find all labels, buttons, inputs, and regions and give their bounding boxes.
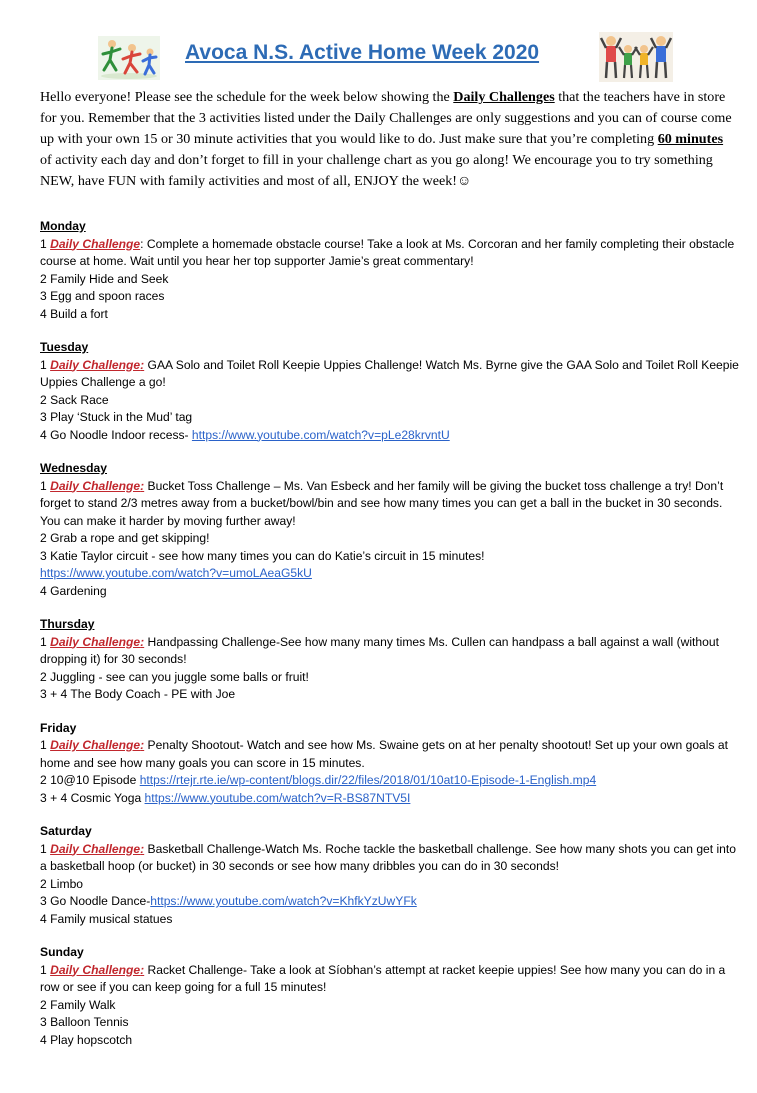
day-heading-tuesday: Tuesday: [40, 340, 89, 354]
challenge-text: GAA Solo and Toilet Roll Keepie Uppies Challenge! Watch Ms. Byrne give the GAA Solo and Toilet Roll Keepie Uppies Challenge a go!: [40, 357, 739, 389]
day-heading-wednesday: Wednesday: [40, 461, 107, 475]
intro-text: of activity each day and don’t forget to fill in your challenge chart as you go along! We encourage you to try something NEW, have FUN with family activities and most of all, ENJOY the week!☺: [40, 152, 713, 189]
katie-taylor-link[interactable]: https://www.youtube.com/watch?v=umoLAeaG5kU: [40, 566, 312, 580]
list-item: 2 Family Walk: [40, 997, 116, 1012]
intro-text: Hello everyone! Please see the schedule for the week below showing the: [40, 89, 454, 105]
list-item: 4 Build a fort: [40, 306, 108, 321]
intro-paragraph: [40, 87, 732, 192]
daily-challenge-label: Daily Challenge:: [50, 962, 145, 977]
cosmic-yoga-link[interactable]: https://www.youtube.com/watch?v=R-BS87NTV5I: [144, 790, 411, 805]
list-item: 2 Limbo: [40, 876, 84, 891]
list-item: [40, 427, 740, 445]
running-kids-clipart: [98, 36, 160, 80]
daily-challenge-label: Daily Challenge:: [50, 738, 145, 752]
day-section-saturday: [40, 823, 740, 928]
list-item: 3 Play ‘Stuck in the Mud’ tag: [40, 410, 193, 424]
challenge-text: Bucket Toss Challenge – Ms. Van Esbeck and her family will be giving the bucket toss challenge a try! Don’t forget to stand 2/3 metres away from a bucket/bowl/bin and see how many times you can get a ball in the bucket in 30 seconds. You can make it harder by moving further away!: [40, 478, 724, 528]
document-header: [84, 36, 684, 86]
challenge-text: Racket Challenge- Take a look at Síobhan’s attempt at racket keepie uppies! See how many you can do in a row or see if you can keep going for a full 15 minutes!: [40, 962, 726, 994]
daily-challenge-label: Daily Challenge:: [50, 357, 145, 372]
challenge-item: 1 Daily Challenge: Bucket Toss Challenge – Ms. Van Esbeck and her family will be giving the bucket toss challenge a try! Don’t forget to stand 2/3 metres away from a bucket/bowl/bin and see how many times you can get a ball in the bucket in 30 seconds. You can make it harder by moving further away!: [40, 478, 724, 528]
go-noodle-dance-link[interactable]: https://www.youtube.com/watch?v=KhfkYzUwYFk: [150, 894, 417, 908]
daily-challenge-label-text: Daily Challenge: [50, 962, 141, 977]
go-noodle-link[interactable]: https://www.youtube.com/watch?v=pLe28krvntU: [191, 427, 450, 442]
challenge-item: 1 Daily Challenge: Complete a homemade obstacle course! Take a look at Ms. Corcoran and her family completing their obstacle course at home. Wait until you hear her top supporter Jamie’s great commentary!: [40, 236, 735, 268]
list-item: 2 Sack Race: [40, 392, 109, 407]
list-item-text: 3 Go Noodle Dance-: [40, 894, 151, 908]
list-item: 3 + 4 The Body Coach - PE with Joe: [40, 687, 236, 701]
list-item-text: 3 + 4 Cosmic Yoga: [40, 790, 145, 805]
day-section-wednesday: [40, 460, 740, 600]
challenge-text: Handpassing Challenge-See how many many times Ms. Cullen can handpass a ball against a wall (without dropping it) for 30 seconds!: [40, 634, 719, 666]
challenge-text: Basketball Challenge-Watch Ms. Roche tackle the basketball challenge. See how many shots you can get into a basketball hoop (or bucket) in 30 seconds or see how many dribbles you can do in 30 seconds!: [40, 841, 736, 873]
daily-challenge-label: Daily Challenge:: [50, 634, 145, 649]
challenge-text: : Complete a homemade obstacle course! Take a look at Ms. Corcoran and her family completing their obstacle course at home. Wait until you hear her top supporter Jamie’s great commentary!: [40, 236, 735, 268]
list-item: 4 Gardening: [40, 583, 107, 598]
daily-challenges-emphasis: Daily Challenges: [453, 89, 555, 105]
list-item: 4 Family musical statues: [40, 911, 173, 926]
daily-challenge-label: Daily Challenge:: [50, 841, 145, 856]
day-section-monday: [40, 218, 740, 323]
daily-challenge-label: Daily Challenge:: [50, 478, 145, 493]
day-section-thursday: [40, 616, 740, 704]
list-item: [40, 893, 740, 911]
page-title: Avoca N.S. Active Home Week 2020: [185, 41, 540, 64]
sixty-minutes-emphasis: 60 minutes: [657, 131, 724, 147]
intro-text: that the teachers have in store for you. Remember that the 3 activities listed under the Daily Challenges are only suggestions and you can of course come up with your own 15 or 30 minute activities that you would like to do. Just make sure that you’re completing: [40, 89, 732, 147]
day-heading-monday: Monday: [40, 219, 86, 233]
challenge-item: 1 Daily Challenge: Racket Challenge- Take a look at Síobhan’s attempt at racket keepie uppies! See how many you can do in a row or see if you can keep going for a full 15 minutes!: [40, 962, 726, 994]
list-item: 3 Egg and spoon races: [40, 289, 165, 303]
list-item-text: 4 Go Noodle Indoor recess-: [40, 427, 192, 442]
day-section-tuesday: [40, 339, 740, 444]
challenge-item: 1 Daily Challenge: GAA Solo and Toilet Roll Keepie Uppies Challenge! Watch Ms. Byrne give the GAA Solo and Toilet Roll Keepie Uppies Challenge a go!: [40, 357, 739, 389]
list-item: 2 Grab a rope and get skipping!: [40, 531, 210, 545]
day-section-sunday: [40, 944, 740, 1049]
daily-challenge-label-text: Daily Challenge: [50, 357, 141, 372]
list-item: 2 Juggling - see can you juggle some balls or fruit!: [40, 669, 309, 684]
challenge-item: 1 Daily Challenge: Penalty Shootout- Watch and see how Ms. Swaine gets on at her penalty shootout! Set up your own goals at home and see how many goals you can score in 15 minutes.: [40, 738, 728, 770]
list-item: 4 Play hopscotch: [40, 1032, 133, 1047]
daily-challenge-label: Daily Challenge: [50, 236, 141, 251]
day-section-friday: [40, 720, 740, 808]
daily-challenge-label-text: Daily Challenge: [50, 634, 141, 649]
daily-challenge-label-text: Daily Challenge: [50, 738, 141, 752]
daily-challenge-label-text: Daily Challenge: [50, 841, 141, 856]
list-item-text: 2 10@10 Episode: [40, 773, 140, 787]
challenge-text: Penalty Shootout- Watch and see how Ms. Swaine gets on at her penalty shootout! Set up your own goals at home and see how many goals you can score in 15 minutes.: [40, 738, 728, 770]
day-heading-thursday: Thursday: [40, 617, 95, 631]
day-heading-saturday: Saturday: [40, 824, 92, 838]
list-item: 2 Family Hide and Seek: [40, 271, 169, 286]
daily-challenge-label-text: Daily Challenge: [50, 478, 141, 493]
list-item: [40, 772, 740, 790]
day-heading-sunday: Sunday: [40, 945, 84, 959]
list-item: [40, 790, 740, 808]
family-exercising-clipart: [599, 32, 673, 82]
challenge-item: 1 Daily Challenge: Basketball Challenge-Watch Ms. Roche tackle the basketball challenge. See how many shots you can get into a basketball hoop (or bucket) in 30 seconds or see how many dribbles you can do in 30 seconds!: [40, 841, 736, 873]
list-item: 3 Balloon Tennis: [40, 1015, 129, 1029]
challenge-item: 1 Daily Challenge: Handpassing Challenge-See how many many times Ms. Cullen can handpass a ball against a wall (without dropping it) for 30 seconds!: [40, 634, 719, 666]
weekly-schedule: [40, 218, 740, 1065]
ten-at-ten-link[interactable]: https://rtejr.rte.ie/wp-content/blogs.dir/22/files/2018/01/10at10-Episode-1-English.mp4: [139, 773, 597, 787]
day-heading-friday: Friday: [40, 720, 77, 735]
list-item: 3 Katie Taylor circuit - see how many times you can do Katie’s circuit in 15 minutes!: [40, 548, 485, 563]
list-item: [40, 565, 740, 583]
